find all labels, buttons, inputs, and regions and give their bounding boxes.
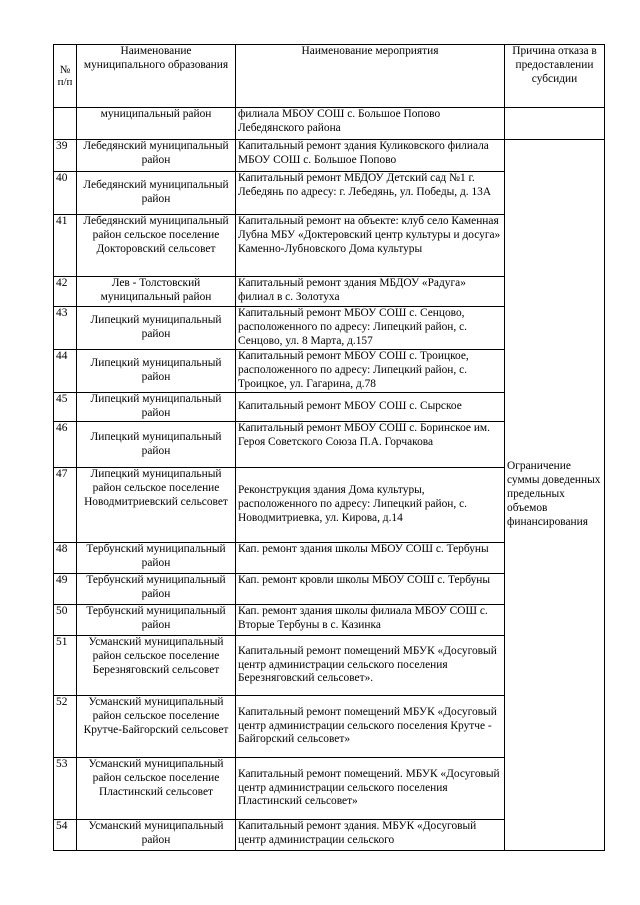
row-reason-empty: [505, 108, 605, 140]
row-num: 43: [54, 307, 77, 350]
row-num: 51: [54, 636, 77, 696]
row-activity: Капитальный ремонт МБОУ СОШ с. Боринское им. Героя Советского Союза П.А. Горчакова: [236, 422, 505, 468]
table-header-row: [54, 45, 605, 108]
row-num: 40: [54, 172, 77, 215]
row-municipality: муниципальный район: [77, 108, 236, 140]
row-municipality: Липецкий муниципальный район: [77, 307, 236, 350]
row-num: 48: [54, 543, 77, 574]
row-activity: Реконструкция здания Дома культуры, расположенного по адресу: Липецкий район, с. Новодмитриевка, ул. Кирова, д.14: [236, 468, 505, 543]
row-num: 54: [54, 820, 77, 851]
row-activity: Капитальный ремонт помещений МБУК «Досуговый центр администрации сельского поселения Березняговский сельсовет».: [236, 636, 505, 696]
header-activity: Наименование мероприятия: [236, 45, 505, 108]
row-num: 45: [54, 393, 77, 422]
row-municipality: Липецкий муниципальный район: [77, 393, 236, 422]
row-num: 41: [54, 215, 77, 277]
row-num: 50: [54, 605, 77, 636]
row-activity: Кап. ремонт кровли школы МБОУ СОШ с. Тербуны: [236, 574, 505, 605]
row-municipality: Усманский муниципальный район: [77, 820, 236, 851]
row-num: 49: [54, 574, 77, 605]
row-municipality: Усманский муниципальный район сельское поселение Пластинский сельсовет: [77, 758, 236, 820]
row-municipality: Тербунский муниципальный район: [77, 574, 236, 605]
row-activity: Капитальный ремонт здания МБДОУ «Радуга» филиал в с. Золотуха: [236, 277, 505, 307]
row-municipality: Липецкий муниципальный район: [77, 422, 236, 468]
row-activity: Капитальный ремонт МБОУ СОШ с. Троицкое, расположенного по адресу: Липецкий район, с. Троицкое, ул. Гагарина, д.78: [236, 350, 505, 393]
table-row: [54, 140, 605, 172]
row-municipality: Усманский муниципальный район сельское поселение Крутче-Байгорский сельсовет: [77, 696, 236, 758]
row-reason-merged: Ограничение суммы доведенных предельных объемов финансирования: [505, 140, 605, 851]
table-row: [54, 108, 605, 140]
row-municipality: Лебедянский муниципальный район сельское поселение Докторовский сельсовет: [77, 215, 236, 277]
row-activity: Кап. ремонт здания школы филиала МБОУ СОШ с. Вторые Тербуны в с. Казинка: [236, 605, 505, 636]
row-activity: филиала МБОУ СОШ с. Большое Попово Лебедянского района: [236, 108, 505, 140]
row-activity: Капитальный ремонт МБОУ СОШ с. Сырское: [236, 393, 505, 422]
subsidy-refusal-table: [53, 44, 605, 851]
row-num: 39: [54, 140, 77, 172]
row-activity: Капитальный ремонт МБОУ СОШ с. Сенцово, расположенного по адресу: Липецкий район, с. Сенцово, ул. 8 Марта, д.157: [236, 307, 505, 350]
row-activity: Кап. ремонт здания школы МБОУ СОШ с. Тербуны: [236, 543, 505, 574]
row-activity: Капитальный ремонт здания. МБУК «Досуговый центр администрации сельского: [236, 820, 505, 851]
row-num: 44: [54, 350, 77, 393]
row-municipality: Лев - Толстовский муниципальный район: [77, 277, 236, 307]
row-num: [54, 108, 77, 140]
row-municipality: Лебедянский муниципальный район: [77, 172, 236, 215]
row-activity: Капитальный ремонт на объекте: клуб село Каменная Лубна МБУ «Доктеровский центр культуры и досуга» Каменно-Лубновского Дома культуры: [236, 215, 505, 277]
row-municipality: Липецкий муниципальный район: [77, 350, 236, 393]
row-num: 52: [54, 696, 77, 758]
header-municipality: Наименование муниципального образования: [77, 45, 236, 108]
header-num: № п/п: [54, 45, 77, 108]
row-municipality: Тербунский муниципальный район: [77, 605, 236, 636]
row-num: 47: [54, 468, 77, 543]
header-reason: Причина отказа в предоставлении субсидии: [505, 45, 605, 108]
row-municipality: Липецкий муниципальный район сельское поселение Новодмитриевский сельсовет: [77, 468, 236, 543]
row-num: 42: [54, 277, 77, 307]
row-num: 46: [54, 422, 77, 468]
row-municipality: Усманский муниципальный район сельское поселение Березняговский сельсовет: [77, 636, 236, 696]
row-municipality: Тербунский муниципальный район: [77, 543, 236, 574]
row-activity: Капитальный ремонт здания Куликовского филиала МБОУ СОШ с. Большое Попово: [236, 140, 505, 172]
row-municipality: Лебедянский муниципальный район: [77, 140, 236, 172]
row-activity: Капитальный ремонт помещений МБУК «Досуговый центр администрации сельского поселения Крутче - Байгорский сельсовет»: [236, 696, 505, 758]
row-activity: Капитальный ремонт МБДОУ Детский сад №1 г. Лебедянь по адресу: г. Лебедянь, ул. Победы, д. 13А: [236, 172, 505, 215]
row-activity: Капитальный ремонт помещений. МБУК «Досуговый центр администрации сельского поселения Пластинский сельсовет»: [236, 758, 505, 820]
row-num: 53: [54, 758, 77, 820]
